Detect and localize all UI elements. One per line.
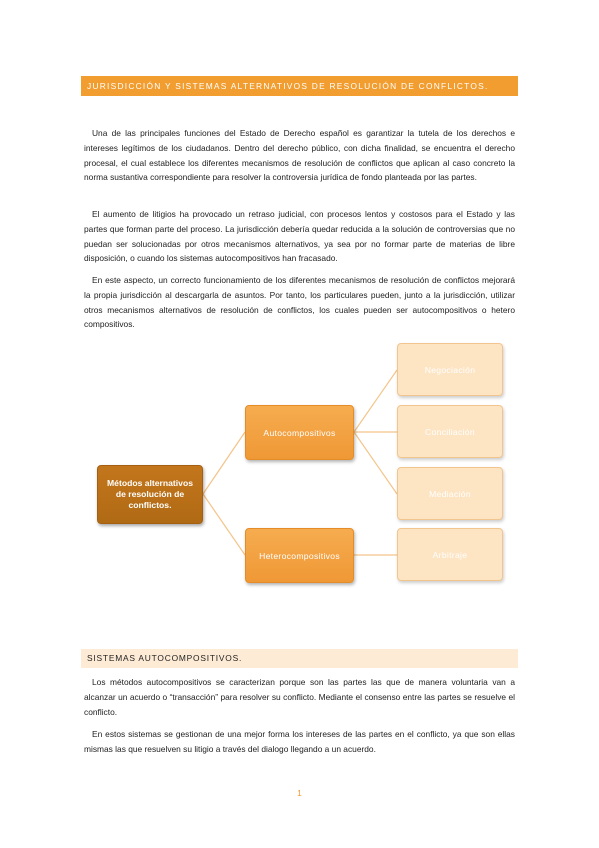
connector-auto-mediacion [354,432,397,494]
conflict-resolution-diagram [0,330,599,600]
mediacion-node: Mediación [397,467,503,520]
paragraph-2: El aumento de litigios ha provocado un retraso judicial, con procesos lentos y costosos para el Estado y las partes que forman parte del proceso. La jurisdicción debería quedar reducida a la solución de controversias que no puedan ser solucionadas por otros mecanismos alternativos, ya sea por no formar parte de materias de libre disposición, o cuando los sistemas autocompositivos han fracasado. [84,209,515,264]
connector-root-hetero [203,494,245,555]
heterocompositivos-node: Heterocompositivos [245,528,354,583]
root-node: Métodos alternativos de resolución de conflictos. [97,465,203,524]
arbitraje-node: Arbitraje [397,528,503,581]
subsection-heading: SISTEMAS AUTOCOMPOSITIVOS. [81,649,518,668]
paragraph-3: En este aspecto, un correcto funcionamiento de los diferentes mecanismos de resolución de conflictos mejorará la propia jurisdicción al descargarla de asuntos. Por tanto, los particulares pueden, junto a la jurisdicción, utilizar otros mecanismos alternativos de resolución de conflictos, los cuales pueden ser autocompositivos o hetero compositivos. [84,275,515,330]
connector-root-auto [203,432,245,494]
connector-auto-negociacion [354,370,397,432]
page-number: 1 [297,788,302,798]
section-heading: JURISDICCIÓN Y SISTEMAS ALTERNATIVOS DE RESOLUCIÓN DE CONFLICTOS. [81,76,518,96]
paragraph-4: Los métodos autocompositivos se caracterizan porque son las partes las que de manera voluntaria van a alcanzar un acuerdo o “transacción” para resolver su conflicto. Mediante el consenso entre las partes se resuelve el conflicto. [84,677,515,717]
paragraph-5: En estos sistemas se gestionan de una mejor forma los intereses de las partes en el conflicto, ya que son ellas mismas las que resuelven su litigio a través del dialogo llegando a un acuerdo. [84,729,515,754]
conciliacion-node: Conciliación [397,405,503,458]
paragraph-1: Una de las principales funciones del Estado de Derecho español es garantizar la tutela de los derechos e intereses legítimos de los ciudadanos. Dentro del derecho público, con dicha finalidad, se encuentra el derecho procesal, el cual establece los diferentes mecanismos de resolución de conflictos que aplican al caso concreto la norma sustantiva correspondiente para resolver la controversia jurídica de fondo planteada por las partes. [84,128,515,183]
autocompositivos-node: Autocompositivos [245,405,354,460]
negociacion-node: Negociación [397,343,503,396]
